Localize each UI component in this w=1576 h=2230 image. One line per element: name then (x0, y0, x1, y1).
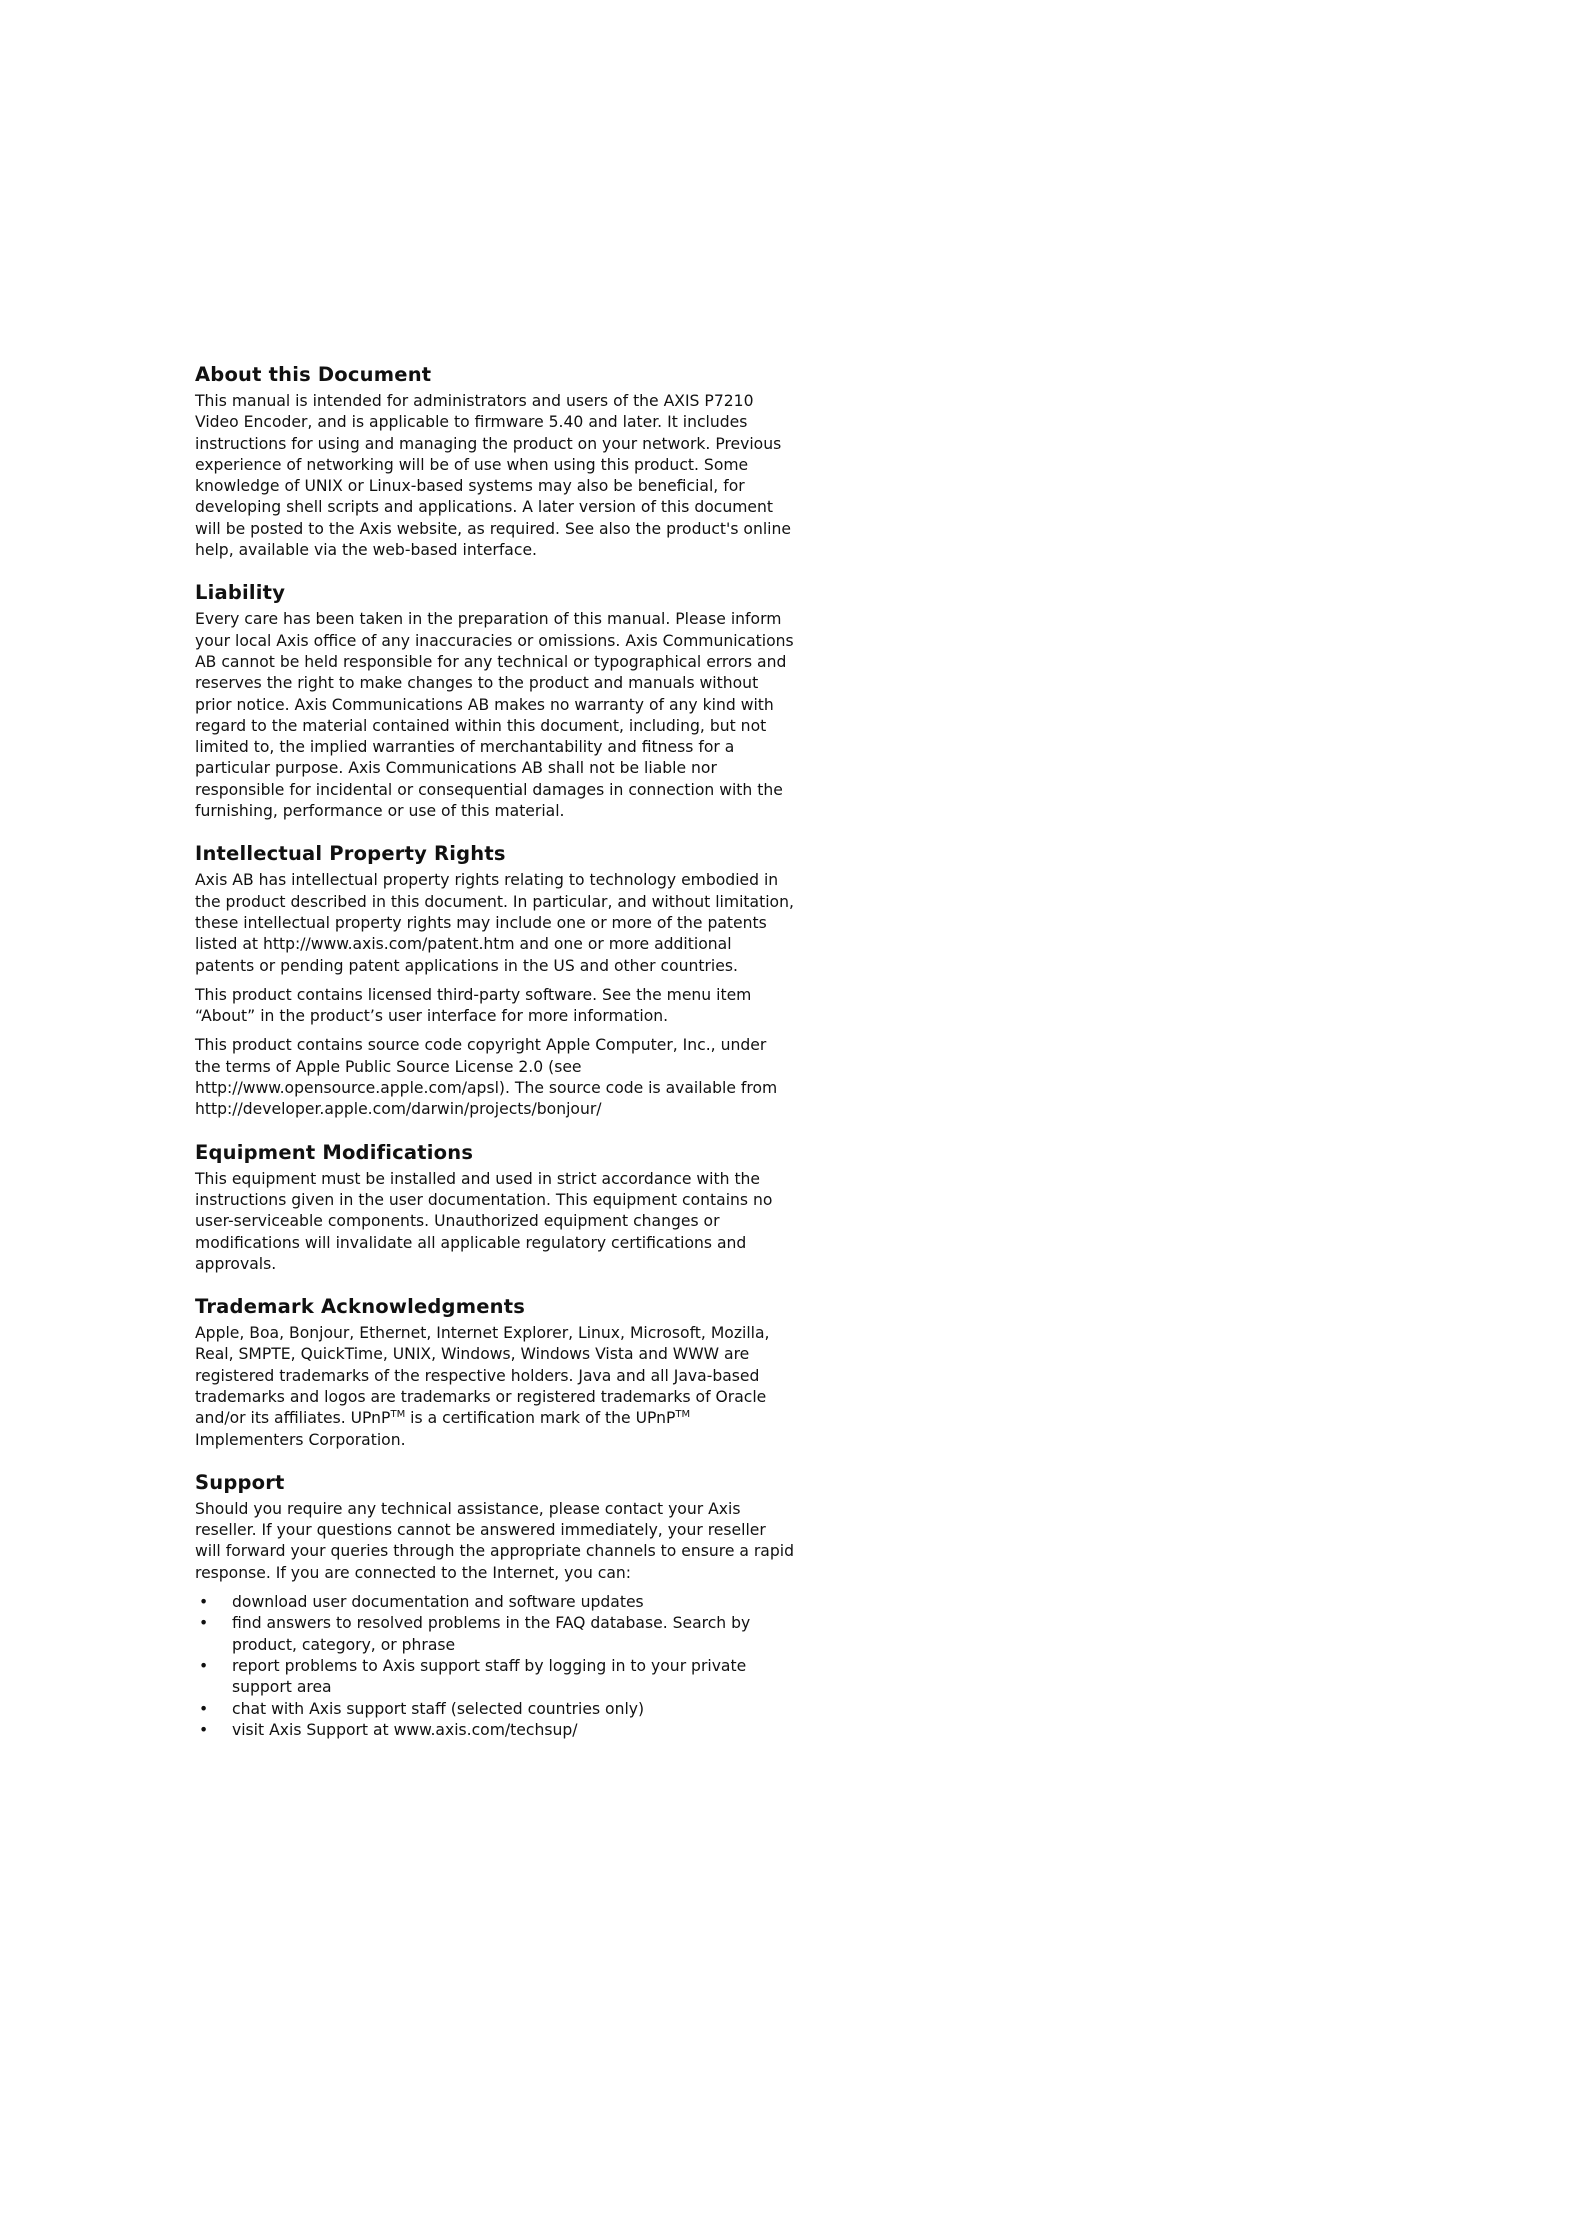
bullet-icon: • (199, 1699, 209, 1718)
section-trademark (195, 1294, 795, 1451)
list-item-text: visit Axis Support at www.axis.com/techsup/ (232, 1720, 578, 1739)
list-item (195, 1613, 795, 1656)
paragraph-liability: Every care has been taken in the preparation of this manual. Please inform your local Axis office of any inaccuracies or omissions. Axis Communications AB cannot be held responsible for any technical or typographical errors and reserves the right to make changes to the product and manuals without prior notice. Axis Communications AB makes no warranty of any kind with regard to the material contained within this document, including, but not limited to, the implied warranties of merchantability and fitness for a particular purpose. Axis Communications AB shall not be liable nor responsible for incidental or consequential damages in connection with the furnishing, performance or use of this material. (195, 610, 794, 821)
section-title-equipment: Equipment Modifications (195, 1140, 474, 1164)
paragraph-trademark (195, 1323, 795, 1451)
paragraph-about: This manual is intended for administrators and users of the AXIS P7210 Video Encoder, and is applicable to firmware 5.40 and later. It includes instructions for using and managing the product on your network. Previous experience of networking will be of use when using this product. Some knowledge of UNIX or Linux-based systems may also be beneficial, for developing shell scripts and applications. A later version of this document will be posted to the Axis website, as required. See also the product's online help, available via the web-based interface. (195, 392, 791, 560)
section-title-about: About this Document (195, 363, 432, 386)
trademark-text-b: is a certification mark of the UPnP (405, 1409, 676, 1428)
bullet-icon: • (199, 1720, 209, 1739)
paragraph-ipr-patents: Axis AB has intellectual property rights relating to technology embodied in the product described in this document. In particular, and without limitation, these intellectual property rights may include one or more of the patents listed at http://www.axis.com/patent.htm and one or more additional patents or pending patent applications in the US and other countries. (195, 871, 794, 975)
trademark-text-c: Implementers Corporation. (195, 1430, 406, 1449)
section-liability (195, 580, 795, 822)
trademark-text-a: Apple, Boa, Bonjour, Ethernet, Internet Explorer, Linux, Microsoft, Mozilla, Real, SMPTE, QuickTime, UNIX, Windows, Windows Vista and WWW are registered trademarks of the respective holders. Java and all Java-based trademarks and logos are trademarks or registered trademarks of Oracle and/or its affiliates. UPnP (195, 1324, 770, 1428)
section-title-ipr: Intellectual Property Rights (195, 842, 506, 866)
section-ipr (195, 841, 795, 1120)
list-item (195, 1720, 795, 1741)
document-body (195, 362, 795, 1760)
list-item (195, 1592, 795, 1613)
section-support (195, 1470, 795, 1741)
list-item (195, 1656, 795, 1699)
list-item-text: report problems to Axis support staff by logging in to your private support area (232, 1656, 747, 1697)
trademark-symbol: TM (675, 1409, 691, 1421)
bullet-icon: • (199, 1614, 209, 1633)
list-item-text: chat with Axis support staff (selected countries only) (232, 1699, 645, 1718)
paragraph-equipment: This equipment must be installed and used in strict accordance with the instructions given in the user documentation. This equipment contains no user-serviceable components. Unauthorized equipment changes or modifications will invalidate all applicable regulatory certifications and approvals. (195, 1169, 773, 1273)
trademark-symbol: TM (390, 1409, 406, 1421)
support-bullet-list (195, 1592, 795, 1741)
list-item (195, 1699, 795, 1720)
list-item-text: download user documentation and software updates (232, 1593, 644, 1612)
section-title-support: Support (195, 1470, 285, 1494)
paragraph-ipr-third-party: This product contains licensed third-party software. See the menu item “About” in the product’s user interface for more information. (195, 985, 752, 1026)
bullet-icon: • (199, 1593, 209, 1612)
paragraph-support: Should you require any technical assistance, please contact your Axis reseller. If your questions cannot be answered immediately, your reseller will forward your queries through the appropriate channels to ensure a rapid response. If you are connected to the Internet, you can: (195, 1499, 794, 1582)
bullet-icon: • (199, 1656, 209, 1675)
section-equipment (195, 1140, 795, 1275)
section-title-liability: Liability (195, 581, 286, 605)
section-title-trademark: Trademark Acknowledgments (195, 1295, 526, 1319)
paragraph-ipr-apple: This product contains source code copyright Apple Computer, Inc., under the terms of Apple Public Source License 2.0 (see http://www.opensource.apple.com/apsl). The source code is available from http://developer.apple.com/darwin/projects/bonjour/ (195, 1036, 778, 1119)
list-item-text: find answers to resolved problems in the FAQ database. Search by product, category, or phrase (232, 1614, 751, 1654)
section-about (195, 362, 795, 561)
